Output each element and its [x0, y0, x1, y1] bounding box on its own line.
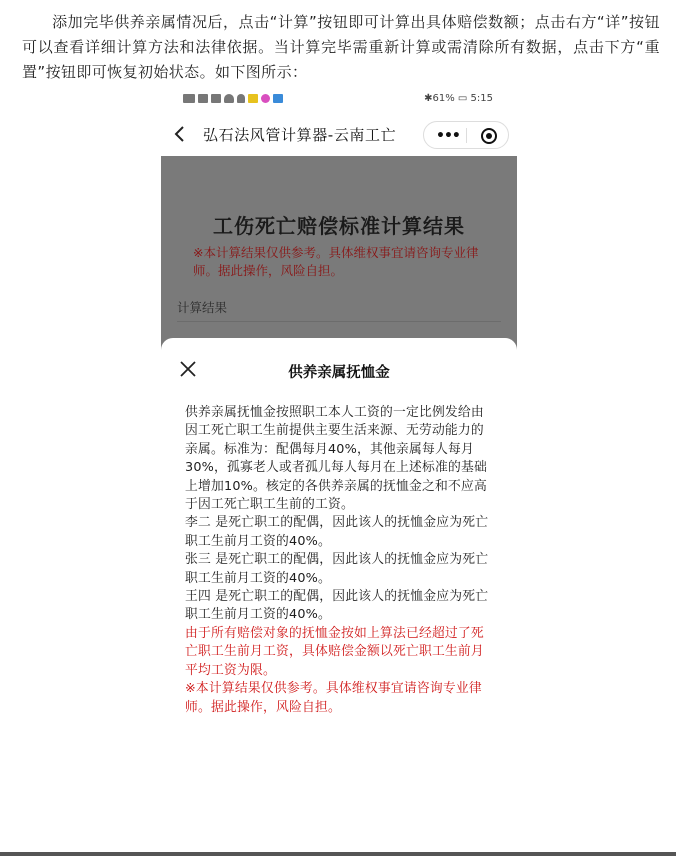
status-icons [183, 94, 283, 103]
back-chevron-icon[interactable] [173, 125, 187, 143]
cap-notice: 由于所有赔偿对象的抚恤金按如上算法已经超过了死亡职工生前月工资，具体赔偿金额以死亡职工生前月平均工资为限。 [185, 625, 484, 678]
hd-icon [183, 94, 195, 103]
app-icon [261, 94, 270, 103]
disclaimer: ※本计算结果仅供参考。具体维权事宜请咨询专业律师。据此操作，风险自担。 [185, 681, 482, 715]
relative-entry: 李二 是死亡职工的配偶，因此该人的抚恤金应为死亡职工生前月工资的40%。 [185, 515, 489, 549]
more-icon[interactable]: ••• [436, 128, 460, 144]
phone-screenshot [161, 90, 517, 748]
bell-icon [237, 94, 245, 103]
relative-entry: 王四 是死亡职工的配偶，因此该人的抚恤金应为死亡职工生前月工资的40%。 [185, 589, 489, 623]
result-section-label: 计算结果 [177, 300, 228, 315]
signal-icon [211, 94, 221, 103]
capsule-menu [423, 121, 509, 149]
sheet-body [185, 404, 495, 717]
relative-entry: 张三 是死亡职工的配偶，因此该人的抚恤金应为死亡职工生前月工资的40%。 [185, 552, 489, 586]
signal-icon [198, 94, 208, 103]
intro-text: 添加完毕供养亲属情况后，点击“计算”按钮即可计算出具体赔偿数额；点击右方“详”按钮可以查看详细计算方法和法律依据。当计算完毕需重新计算或需清除所有数据，点击下方“重置”按钮即可恢复初始状态。如下图所示： [22, 13, 660, 81]
close-miniapp-icon[interactable] [481, 128, 497, 144]
detail-sheet [161, 338, 517, 748]
app-icon [248, 94, 258, 103]
intro-paragraph [22, 10, 660, 85]
bottom-edge [0, 852, 676, 856]
wifi-icon [224, 94, 234, 103]
result-warning: ※本计算结果仅供参考。具体维权事宜请咨询专业律师。据此操作，风险自担。 [193, 245, 479, 278]
capsule-divider [466, 128, 467, 143]
explanation-paragraph: 供养亲属抚恤金按照职工本人工资的一定比例发给由因工死亡职工生前提供主要生活来源、无劳动能力的亲属。标准为：配偶每月40%，其他亲属每人每月30%，孤寡老人或者孤儿每人每月在上述标准的基础上增加10%。核定的各供养亲属的抚恤金之和不应高于因工死亡职工生前的工资。 [185, 405, 487, 513]
status-bar [161, 90, 517, 112]
status-right-text: ✱61% ▭ 5:15 [424, 93, 493, 104]
mini-app-navbar [161, 114, 517, 154]
app-icon [273, 94, 283, 103]
nav-title: 弘石法风管计算器-云南工亡 [203, 126, 397, 144]
result-title: 工伤死亡赔偿标准计算结果 [213, 214, 465, 238]
sheet-title: 供养亲属抚恤金 [288, 365, 390, 381]
divider [177, 321, 501, 322]
